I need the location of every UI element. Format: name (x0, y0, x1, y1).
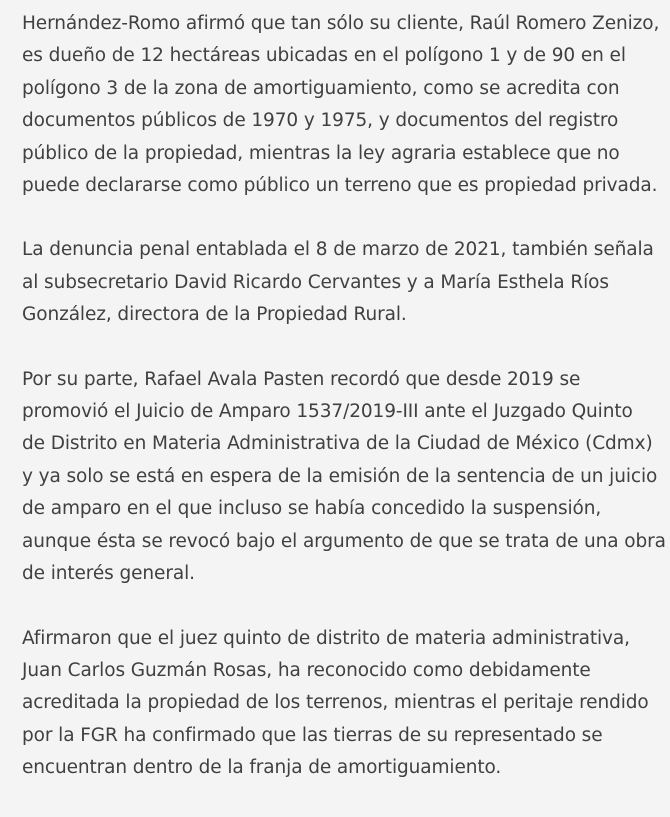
article-paragraph-3 (22, 364, 666, 591)
paragraph-line: encuentran dentro de la franja de amortiguamiento. (22, 757, 502, 779)
paragraph-line: documentos públicos de 1970 y 1975, y documentos del registro (22, 110, 619, 132)
article-body (22, 8, 666, 817)
article-paragraph-1 (22, 8, 662, 202)
paragraph-line: al subsecretario David Ricardo Cervantes y a María Esthela Ríos (22, 271, 609, 293)
paragraph-line: de Distrito en Materia Administrativa de la Ciudad de México (Cdmx) (22, 433, 653, 455)
paragraph-line: público de la propiedad, mientras la ley agraria establece que no (22, 142, 620, 164)
paragraph-line: Hernández-Romo afirmó que tan sólo su cliente, Raúl Romero Zenizo, (22, 13, 660, 34)
paragraph-line: de amparo en el que incluso se había concedido la suspensión, (22, 498, 602, 520)
paragraph-line: y ya solo se está en espera de la emisión de la sentencia de un juicio (22, 465, 658, 487)
paragraph-line: González, directora de la Propiedad Rural. (22, 304, 407, 326)
paragraph-line: de interés general. (22, 563, 195, 585)
paragraph-line: La denuncia penal entablada el 8 de marzo de 2021, también señala (22, 239, 654, 261)
article-paragraph-4 (22, 623, 662, 785)
paragraph-line: es dueño de 12 hectáreas ubicadas en el polígono 1 y de 90 en el (22, 45, 626, 67)
article-paragraph-2 (22, 234, 662, 331)
paragraph-line: promovió el Juicio de Amparo 1537/2019-III ante el Juzgado Quinto (22, 401, 633, 423)
paragraph-line: por la FGR ha confirmado que las tierras de su representado se (22, 724, 603, 746)
paragraph-line: polígono 3 de la zona de amortiguamiento, como se acredita con (22, 77, 620, 99)
paragraph-line: Afirmaron que el juez quinto de distrito de materia administrativa, (22, 627, 630, 649)
paragraph-line: acreditada la propiedad de los terrenos, mientras el peritaje rendido (22, 692, 649, 714)
paragraph-line: Juan Carlos Guzmán Rosas, ha reconocido como debidamente (22, 659, 591, 681)
paragraph-line: puede declararse como público un terreno que es propiedad privada. (22, 175, 658, 197)
paragraph-line: aunque ésta se revocó bajo el argumento de que se trata de una obra (22, 530, 666, 552)
paragraph-line: Por su parte, Rafael Avala Pasten recordó que desde 2019 se (22, 368, 581, 390)
